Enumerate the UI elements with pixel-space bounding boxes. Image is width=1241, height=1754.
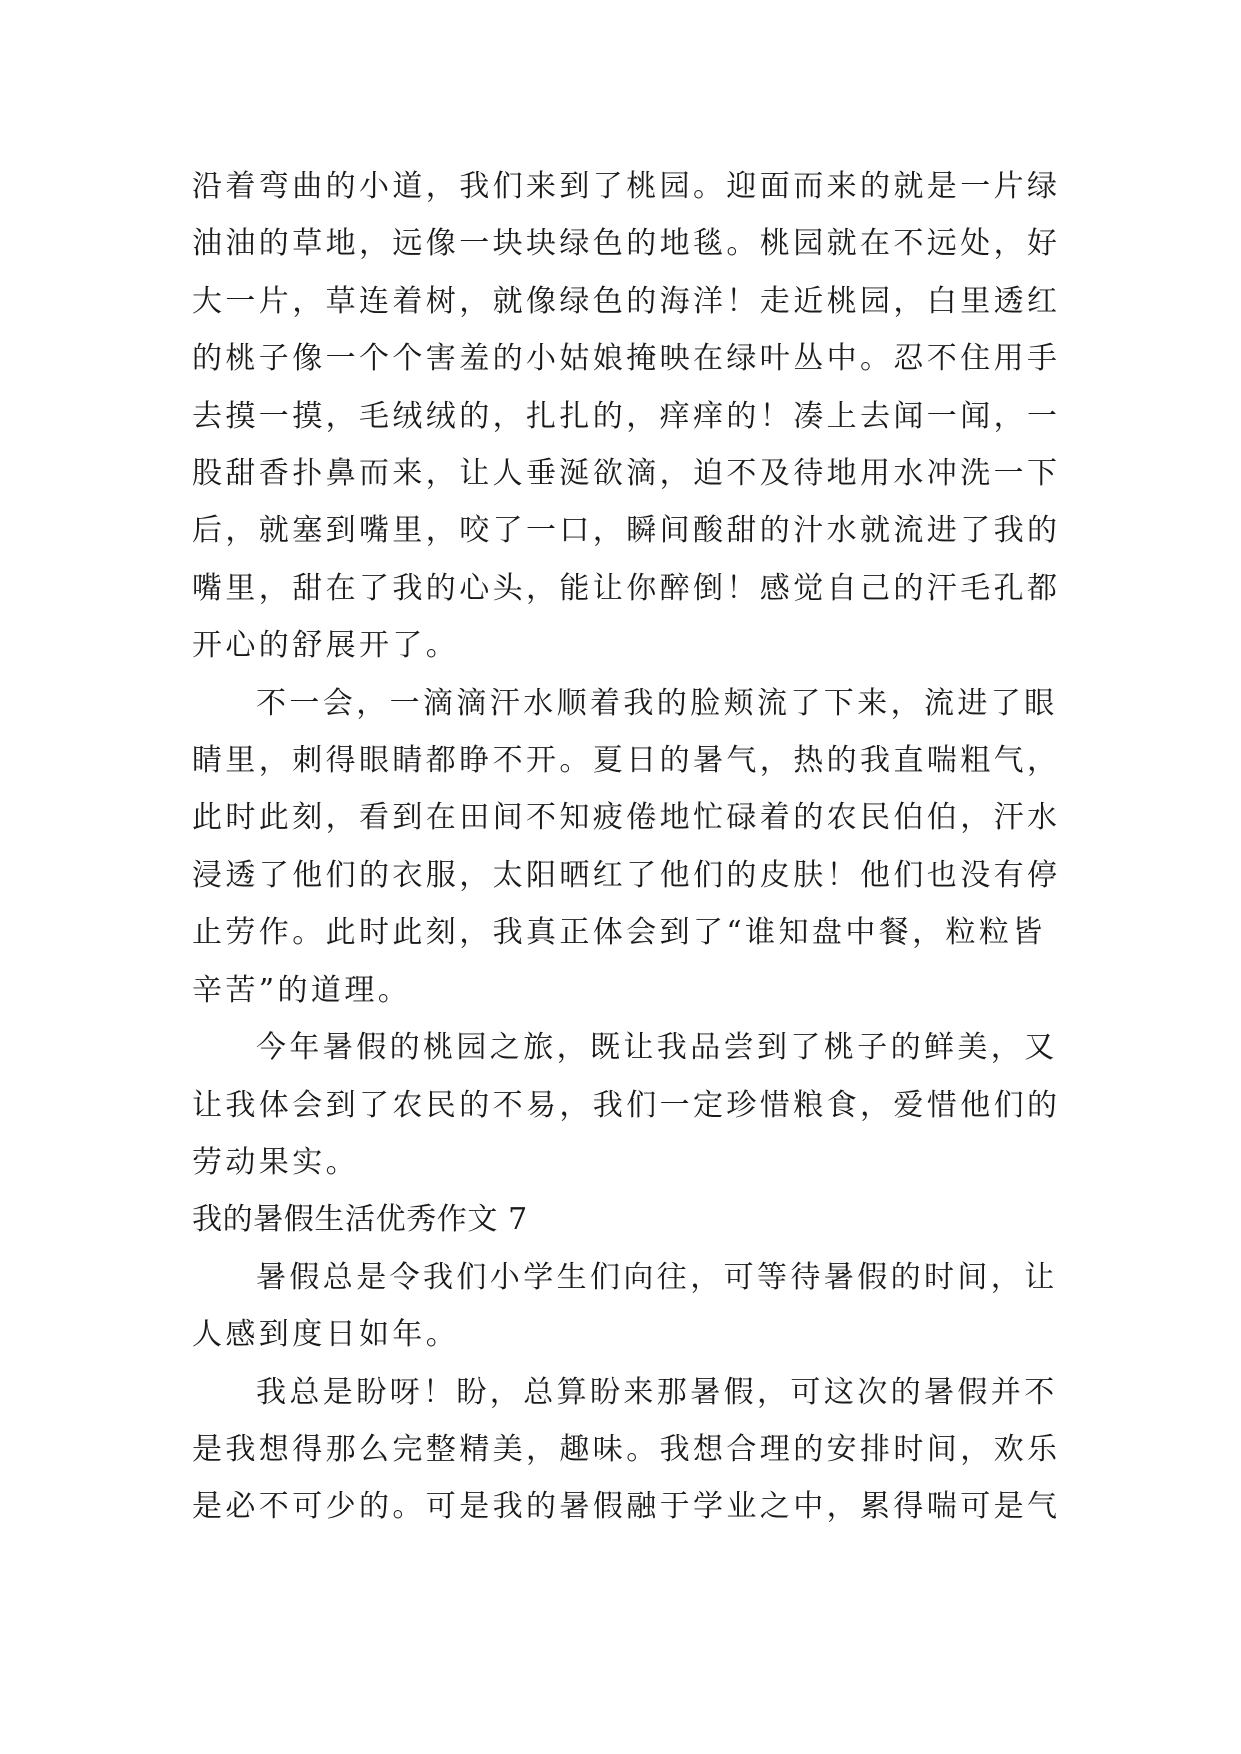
document-body — [192, 158, 1064, 1536]
paragraph-farmers-sweat: 不一会，一滴滴汗水顺着我的脸颊流了下来，流进了眼睛里，刺得眼睛都睁不开。夏日的暑气，热的我直喘粗气，此时此刻，看到在田间不知疲倦地忙碌着的农民伯伯，汗水浸透了他们的衣服，太阳晒红了他们的皮肤！他们也没有停止劳作。此时此刻，我真正体会到了“谁知盘中餐，粒粒皆辛苦”的道理。 — [192, 685, 1061, 1008]
section-title: 我的暑假生活优秀作文 7 — [192, 1202, 528, 1238]
paragraph-summer-plans: 我总是盼呀！盼，总算盼来那暑假，可这次的暑假并不是我想得那么完整精美，趣味。我想合理的安排时间，欢乐是必不可少的。可是我的暑假融于学业之中，累得喘可是气 — [192, 1374, 1061, 1525]
paragraph-trip-summary: 今年暑假的桃园之旅，既让我品尝到了桃子的鲜美，又让我体会到了农民的不易，我们一定珍惜粮食，爱惜他们的劳动果实。 — [192, 1030, 1061, 1180]
paragraph-peach-garden: 沿着弯曲的小道，我们来到了桃园。迎面而来的就是一片绿油油的草地，远像一块块绿色的地毯。桃园就在不远处，好大一片，草连着树，就像绿色的海洋！走近桃园，白里透红的桃子像一个个害羞的小姑娘掩映在绿叶丛中。忍不住用手去摸一摸，毛绒绒的，扎扎的，痒痒的！凑上去闻一闻，一股甜香扑鼻而来，让人垂涎欲滴，迫不及待地用水冲洗一下后，就塞到嘴里，咬了一口，瞬间酸甜的汁水就流进了我的嘴里，甜在了我的心头，能让你醉倒！感觉自己的汗毛孔都开心的舒展开了。 — [192, 169, 1061, 664]
paragraph-summer-longing: 暑假总是令我们小学生们向往，可等待暑假的时间，让人感到度日如年。 — [192, 1259, 1058, 1353]
